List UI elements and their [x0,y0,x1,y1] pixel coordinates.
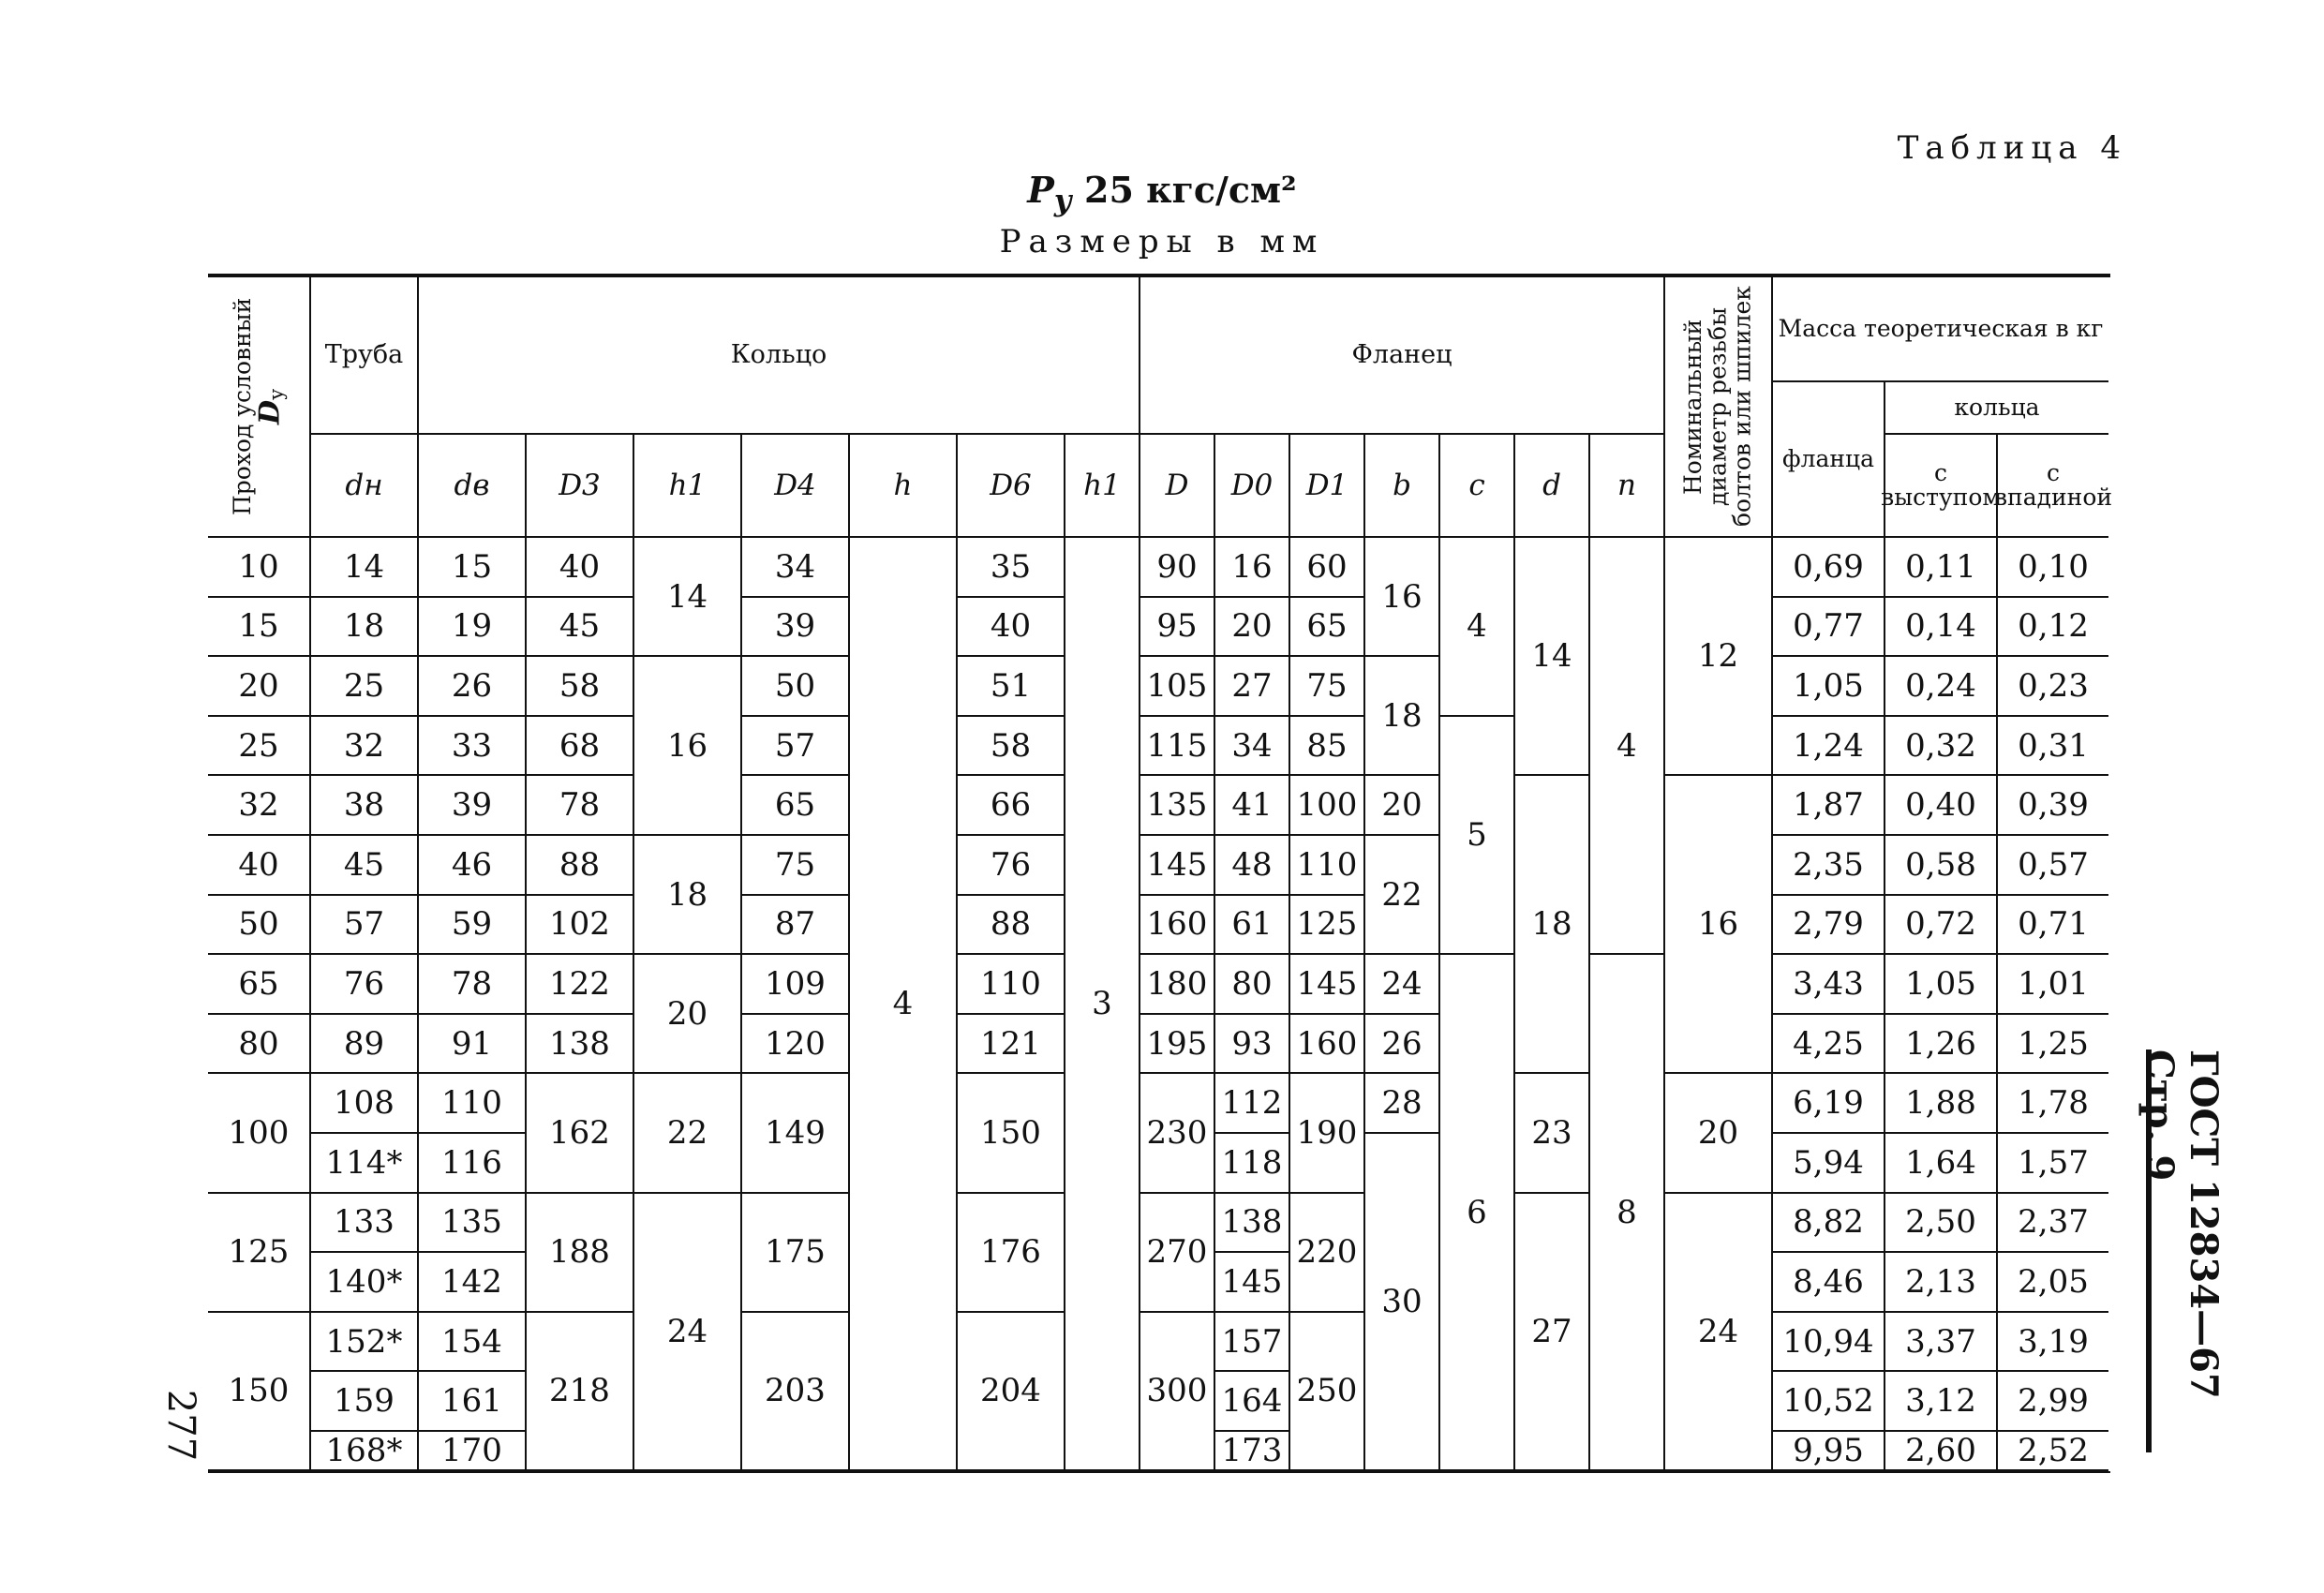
cell-flange-D1: 110 [1290,836,1365,896]
cell-ring-D3: 40 [527,538,634,598]
cell-mass-flange: 1,05 [1773,657,1885,717]
cell-ring-dv: 19 [419,598,527,658]
cell-flange-D: 105 [1140,657,1215,717]
cell-ring-D4: 149 [742,1074,850,1193]
cell-ring-D3: 162 [527,1074,634,1193]
cell-pipe-dn: 32 [311,717,419,777]
cell-flange-D0: 157 [1215,1313,1290,1373]
header-col: d [1515,435,1590,538]
header-mass-ridge: с выступом [1885,435,1998,538]
cell-ring-dv: 39 [419,776,527,836]
gost-side-label: ГОСТ 12834—67 Стр. 9 [2146,1050,2212,1452]
cell-flange-D1: 145 [1290,955,1365,1015]
cell-mass-groove: 2,05 [1998,1253,2108,1313]
cell-thread: 20 [1665,1074,1773,1193]
cell-flange-n: 4 [1590,538,1665,955]
cell-dy: 20 [208,657,311,717]
cell-mass-ridge: 0,11 [1885,538,1998,598]
table-title: $P_у$ 25 кгс/см² [1027,169,1297,218]
cell-thread: 24 [1665,1194,1773,1471]
cell-flange-D0: 138 [1215,1194,1290,1254]
cell-flange-c: 4 [1440,538,1515,717]
header-passage [208,277,311,538]
cell-pipe-dn: 140* [311,1253,419,1313]
cell-ring-h1: 18 [634,836,742,955]
cell-ring-dv: 59 [419,896,527,956]
cell-ring-dv: 170 [419,1432,527,1471]
cell-ring-D3: 138 [527,1015,634,1075]
cell-mass-ridge: 0,40 [1885,776,1998,836]
cell-mass-flange: 1,24 [1773,717,1885,777]
cell-flange-D1: 220 [1290,1194,1365,1313]
cell-ring-dv: 161 [419,1372,527,1432]
cell-mass-groove: 3,19 [1998,1313,2108,1373]
cell-ring-dv: 33 [419,717,527,777]
cell-ring-D4: 109 [742,955,850,1015]
cell-flange-D: 300 [1140,1313,1215,1471]
cell-mass-groove: 0,71 [1998,896,2108,956]
cell-ring-D6: 176 [958,1194,1065,1313]
cell-mass-groove: 0,31 [1998,717,2108,777]
cell-dy: 10 [208,538,311,598]
cell-flange-D1: 125 [1290,896,1365,956]
cell-dy: 100 [208,1074,311,1193]
cell-mass-groove: 0,10 [1998,538,2108,598]
cell-mass-flange: 0,77 [1773,598,1885,658]
cell-dy: 25 [208,717,311,777]
cell-ring-D3: 45 [527,598,634,658]
cell-ring-D6: 66 [958,776,1065,836]
cell-ring-D4: 39 [742,598,850,658]
cell-flange-D0: 48 [1215,836,1290,896]
cell-pipe-dn: 152* [311,1313,419,1373]
header-mass-ring: кольца [1885,382,2108,435]
cell-flange-b: 28 [1365,1074,1440,1134]
cell-flange-D0: 16 [1215,538,1290,598]
cell-flange-b: 20 [1365,776,1440,836]
cell-ring-h1: 14 [634,538,742,657]
cell-ring-D6: 76 [958,836,1065,896]
table-subtitle: Размеры в мм [999,223,1325,261]
cell-mass-groove: 0,12 [1998,598,2108,658]
cell-flange-D: 160 [1140,896,1215,956]
cell-ring-D4: 75 [742,836,850,896]
cell-mass-groove: 2,37 [1998,1194,2108,1254]
cell-mass-groove: 0,57 [1998,836,2108,896]
cell-flange-D1: 100 [1290,776,1365,836]
cell-mass-groove: 1,25 [1998,1015,2108,1075]
cell-ring-h1: 16 [634,657,742,836]
cell-flange-D0: 20 [1215,598,1290,658]
cell-ring-D3: 188 [527,1194,634,1313]
cell-mass-groove: 2,99 [1998,1372,2108,1432]
cell-ring-D4: 50 [742,657,850,717]
cell-ring-D6: 88 [958,896,1065,956]
cell-flange-b: 18 [1365,657,1440,776]
cell-mass-ridge: 2,13 [1885,1253,1998,1313]
header-passage-text: Проход условный $D_у$ [228,297,288,516]
cell-thread: 12 [1665,538,1773,776]
page-number: 277 [159,1389,203,1462]
cell-flange-d: 27 [1515,1194,1590,1471]
cell-flange-D: 90 [1140,538,1215,598]
cell-flange-d: 23 [1515,1074,1590,1193]
cell-mass-ridge: 0,58 [1885,836,1998,896]
cell-pipe-dn: 89 [311,1015,419,1075]
cell-pipe-dn: 159 [311,1372,419,1432]
cell-ring-D4: 34 [742,538,850,598]
cell-ring-D4: 87 [742,896,850,956]
cell-ring-D3: 122 [527,955,634,1015]
cell-ring-D3: 78 [527,776,634,836]
header-col: h1 [1065,435,1140,538]
header-mass-flange: фланца [1773,382,1885,538]
cell-ring-D4: 175 [742,1194,850,1313]
cell-mass-flange: 1,87 [1773,776,1885,836]
cell-ring-D3: 218 [527,1313,634,1471]
cell-ring-D6: 204 [958,1313,1065,1471]
cell-mass-ridge: 3,37 [1885,1313,1998,1373]
cell-ring-dv: 142 [419,1253,527,1313]
cell-flange-D: 95 [1140,598,1215,658]
cell-mass-ridge: 1,64 [1885,1134,1998,1194]
cell-flange-D0: 118 [1215,1134,1290,1194]
cell-flange-d: 14 [1515,538,1590,776]
cell-ring-D4: 65 [742,776,850,836]
cell-flange-d: 18 [1515,776,1590,1074]
cell-ring-dv: 110 [419,1074,527,1134]
cell-mass-groove: 1,57 [1998,1134,2108,1194]
cell-mass-flange: 0,69 [1773,538,1885,598]
cell-ring-D4: 120 [742,1015,850,1075]
header-col: b [1365,435,1440,538]
cell-pipe-dn: 57 [311,896,419,956]
header-col: c [1440,435,1515,538]
cell-flange-D0: 41 [1215,776,1290,836]
cell-pipe-dn: 18 [311,598,419,658]
table-label: Таблица 4 [1897,129,2127,167]
cell-flange-D: 230 [1140,1074,1215,1193]
cell-dy: 50 [208,896,311,956]
cell-pipe-dn: 25 [311,657,419,717]
cell-mass-ridge: 2,60 [1885,1432,1998,1471]
cell-dy: 80 [208,1015,311,1075]
header-col: D3 [527,435,634,538]
header-ring: Кольцо [419,277,1140,435]
cell-flange-D0: 145 [1215,1253,1290,1313]
header-col: D1 [1290,435,1365,538]
header-col: dв [419,435,527,538]
cell-ring-dv: 78 [419,955,527,1015]
cell-ring-h: 4 [850,538,958,1471]
cell-ring-dv: 154 [419,1313,527,1373]
header-thread [1665,277,1773,538]
cell-flange-c: 6 [1440,955,1515,1471]
header-col: D4 [742,435,850,538]
cell-dy: 15 [208,598,311,658]
cell-flange-D: 115 [1140,717,1215,777]
cell-flange-D0: 164 [1215,1372,1290,1432]
header-col: h1 [634,435,742,538]
header-pipe: Труба [311,277,419,435]
dimensions-table [208,274,2113,1473]
cell-flange-D: 195 [1140,1015,1215,1075]
header-col: dн [311,435,419,538]
cell-mass-ridge: 1,88 [1885,1074,1998,1134]
cell-flange-D1: 65 [1290,598,1365,658]
cell-pipe-dn: 108 [311,1074,419,1134]
cell-dy: 40 [208,836,311,896]
cell-ring-D4: 57 [742,717,850,777]
cell-mass-groove: 1,01 [1998,955,2108,1015]
cell-flange-n: 8 [1590,955,1665,1471]
cell-ring-D6: 110 [958,955,1065,1015]
cell-mass-ridge: 0,72 [1885,896,1998,956]
cell-flange-b: 22 [1365,836,1440,955]
cell-flange-D: 145 [1140,836,1215,896]
cell-flange-D1: 75 [1290,657,1365,717]
cell-flange-D0: 61 [1215,896,1290,956]
cell-flange-D0: 93 [1215,1015,1290,1075]
cell-flange-D0: 112 [1215,1074,1290,1134]
cell-pipe-dn: 45 [311,836,419,896]
cell-ring-h1: 24 [634,1194,742,1471]
cell-ring-D6: 150 [958,1074,1065,1193]
header-col: h [850,435,958,538]
cell-mass-ridge: 1,26 [1885,1015,1998,1075]
cell-mass-ridge: 0,14 [1885,598,1998,658]
cell-flange-D0: 173 [1215,1432,1290,1471]
cell-ring-h1: 20 [634,955,742,1074]
cell-mass-flange: 3,43 [1773,955,1885,1015]
cell-flange-D0: 27 [1215,657,1290,717]
cell-flange-D: 135 [1140,776,1215,836]
header-col: n [1590,435,1665,538]
cell-flange-D0: 80 [1215,955,1290,1015]
cell-flange-b: 24 [1365,955,1440,1015]
cell-dy: 65 [208,955,311,1015]
cell-pipe-dn: 168* [311,1432,419,1471]
cell-flange-D1: 85 [1290,717,1365,777]
cell-mass-ridge: 0,32 [1885,717,1998,777]
cell-mass-groove: 1,78 [1998,1074,2108,1134]
header-mass-groove: с впадиной [1998,435,2108,538]
cell-thread: 16 [1665,776,1773,1074]
cell-ring-dv: 135 [419,1194,527,1254]
cell-ring-h1-small: 3 [1065,538,1140,1471]
cell-dy: 125 [208,1194,311,1313]
cell-pipe-dn: 133 [311,1194,419,1254]
cell-dy: 32 [208,776,311,836]
cell-flange-b: 16 [1365,538,1440,657]
cell-mass-flange: 4,25 [1773,1015,1885,1075]
cell-ring-D6: 58 [958,717,1065,777]
cell-ring-D4: 203 [742,1313,850,1471]
cell-flange-D1: 190 [1290,1074,1365,1193]
cell-dy: 150 [208,1313,311,1471]
cell-mass-groove: 2,52 [1998,1432,2108,1471]
cell-mass-ridge: 2,50 [1885,1194,1998,1254]
cell-mass-flange: 6,19 [1773,1074,1885,1134]
cell-mass-flange: 2,79 [1773,896,1885,956]
cell-ring-dv: 15 [419,538,527,598]
cell-mass-flange: 9,95 [1773,1432,1885,1471]
cell-ring-dv: 91 [419,1015,527,1075]
cell-flange-b: 26 [1365,1015,1440,1075]
cell-flange-b: 30 [1365,1134,1440,1471]
cell-mass-flange: 2,35 [1773,836,1885,896]
cell-mass-flange: 10,94 [1773,1313,1885,1373]
cell-flange-D0: 34 [1215,717,1290,777]
cell-flange-D1: 60 [1290,538,1365,598]
cell-mass-flange: 8,82 [1773,1194,1885,1254]
cell-ring-D3: 88 [527,836,634,896]
header-col: D6 [958,435,1065,538]
cell-mass-flange: 5,94 [1773,1134,1885,1194]
cell-flange-D: 180 [1140,955,1215,1015]
header-col: D [1140,435,1215,538]
cell-ring-D3: 68 [527,717,634,777]
cell-mass-groove: 0,39 [1998,776,2108,836]
header-thread-text: Номинальный диаметр резьбы болтов или шпилек [1679,286,1756,528]
cell-pipe-dn: 14 [311,538,419,598]
cell-ring-dv: 26 [419,657,527,717]
cell-pipe-dn: 114* [311,1134,419,1194]
cell-flange-D: 270 [1140,1194,1215,1313]
header-mass: Масса теоретическая в кг [1773,277,2108,382]
cell-mass-groove: 0,23 [1998,657,2108,717]
cell-flange-c: 5 [1440,717,1515,955]
cell-ring-D6: 121 [958,1015,1065,1075]
header-flange: Фланец [1140,277,1665,435]
cell-ring-D6: 40 [958,598,1065,658]
cell-flange-D1: 160 [1290,1015,1365,1075]
cell-mass-flange: 8,46 [1773,1253,1885,1313]
cell-ring-D3: 102 [527,896,634,956]
cell-pipe-dn: 38 [311,776,419,836]
cell-mass-ridge: 1,05 [1885,955,1998,1015]
cell-mass-flange: 10,52 [1773,1372,1885,1432]
cell-ring-h1: 22 [634,1074,742,1193]
cell-ring-D3: 58 [527,657,634,717]
cell-mass-ridge: 3,12 [1885,1372,1998,1432]
cell-mass-ridge: 0,24 [1885,657,1998,717]
header-col: D0 [1215,435,1290,538]
cell-ring-D6: 35 [958,538,1065,598]
cell-pipe-dn: 76 [311,955,419,1015]
cell-ring-dv: 46 [419,836,527,896]
cell-ring-D6: 51 [958,657,1065,717]
cell-ring-dv: 116 [419,1134,527,1194]
cell-flange-D1: 250 [1290,1313,1365,1471]
